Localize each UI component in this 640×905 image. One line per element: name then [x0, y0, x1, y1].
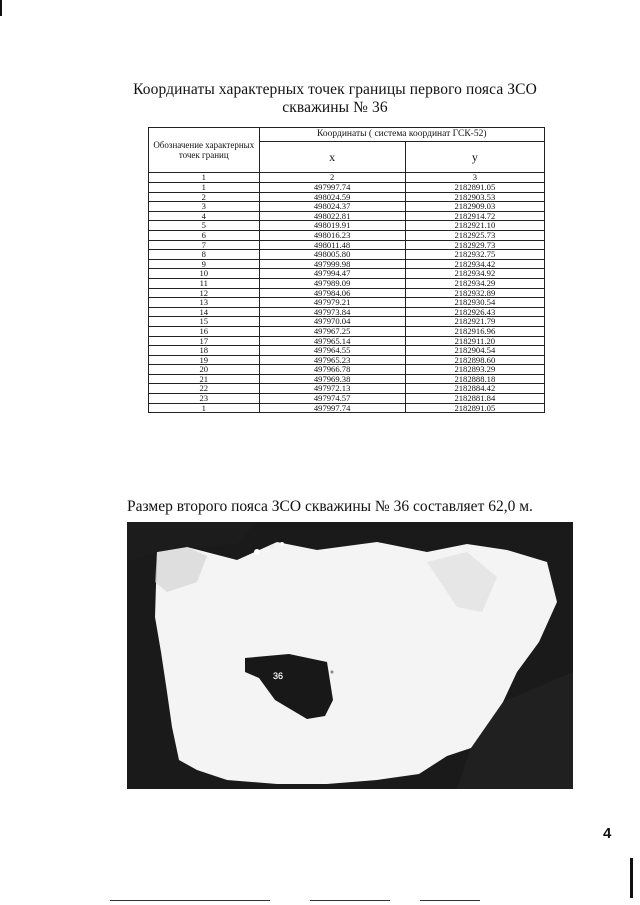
point-id-cell: 5 [149, 221, 260, 231]
x-coordinate-cell: 497964.55 [259, 346, 405, 356]
page-number: 4 [603, 825, 612, 842]
x-coordinate-cell: 498019.91 [259, 221, 405, 231]
column-number: 1 [149, 173, 260, 183]
coordinates-table [148, 127, 545, 413]
y-coordinate-cell: 2182925.73 [405, 230, 544, 240]
point-id-cell: 13 [149, 298, 260, 308]
x-coordinate-cell: 497979.21 [259, 298, 405, 308]
point-id-cell: 20 [149, 365, 260, 375]
y-coordinate-cell: 2182929.73 [405, 240, 544, 250]
scan-bottom-rule [310, 900, 390, 901]
point-id-cell: 6 [149, 230, 260, 240]
x-coordinate-cell: 498005.80 [259, 250, 405, 260]
aerial-photo [127, 522, 573, 789]
y-coordinate-cell: 2182888.18 [405, 374, 544, 384]
x-coordinate-cell: 497974.57 [259, 394, 405, 404]
x-coordinate-cell: 497989.09 [259, 278, 405, 288]
point-id-cell: 8 [149, 250, 260, 260]
point-id-cell: 1 [149, 183, 260, 193]
y-column-header: y [405, 142, 544, 173]
x-coordinate-cell: 497994.47 [259, 269, 405, 279]
y-coordinate-cell: 2182932.75 [405, 250, 544, 260]
x-coordinate-cell: 497984.06 [259, 288, 405, 298]
y-coordinate-cell: 2182932.89 [405, 288, 544, 298]
x-coordinate-cell: 497967.25 [259, 326, 405, 336]
y-coordinate-cell: 2182893.29 [405, 365, 544, 375]
y-coordinate-cell: 2182891.05 [405, 183, 544, 193]
point-id-cell: 3 [149, 202, 260, 212]
table-row [149, 278, 545, 288]
scan-edge-mark [0, 0, 2, 16]
y-coordinate-cell: 2182914.72 [405, 211, 544, 221]
scan-edge-mark [630, 858, 633, 898]
point-id-cell: 15 [149, 317, 260, 327]
y-coordinate-cell: 2182930.54 [405, 298, 544, 308]
point-id-cell: 14 [149, 307, 260, 317]
photo-spot [280, 542, 284, 546]
point-id-cell: 18 [149, 346, 260, 356]
point-id-cell: 23 [149, 394, 260, 404]
table-row [149, 269, 545, 279]
table-row [149, 298, 545, 308]
point-id-cell: 11 [149, 278, 260, 288]
photo-spot [270, 545, 275, 550]
table-row [149, 365, 545, 375]
point-id-cell: 2 [149, 192, 260, 202]
photo-spot [254, 549, 260, 555]
photo-spot [331, 671, 334, 674]
table-row [149, 250, 545, 260]
x-coordinate-cell: 497970.04 [259, 317, 405, 327]
x-coordinate-cell: 498024.37 [259, 202, 405, 212]
y-coordinate-cell: 2182904.54 [405, 346, 544, 356]
table-row [149, 346, 545, 356]
x-coordinate-cell: 497965.23 [259, 355, 405, 365]
y-coordinate-cell: 2182934.29 [405, 278, 544, 288]
point-id-cell: 10 [149, 269, 260, 279]
document-title-line1: Координаты характерных точек границы первого пояса ЗСО [133, 81, 537, 98]
x-coordinate-cell: 498022.81 [259, 211, 405, 221]
point-id-cell: 17 [149, 336, 260, 346]
x-coordinate-cell: 497965.14 [259, 336, 405, 346]
x-coordinate-cell: 497997.74 [259, 403, 405, 413]
document-title-line2: скважины № 36 [282, 99, 388, 116]
y-coordinate-cell: 2182909.03 [405, 202, 544, 212]
y-coordinate-cell: 2182884.42 [405, 384, 544, 394]
y-coordinate-cell: 2182898.60 [405, 355, 544, 365]
x-column-header: x [259, 142, 405, 173]
point-id-cell: 4 [149, 211, 260, 221]
x-coordinate-cell: 497972.13 [259, 384, 405, 394]
point-id-cell: 7 [149, 240, 260, 250]
scan-bottom-rule [110, 900, 270, 901]
y-coordinate-cell: 2182921.79 [405, 317, 544, 327]
table-row [149, 394, 545, 404]
point-id-cell: 19 [149, 355, 260, 365]
x-coordinate-cell: 497966.78 [259, 365, 405, 375]
point-label-header: Обозначение характерных точек границ [149, 128, 260, 173]
y-coordinate-cell: 2182881.84 [405, 394, 544, 404]
table-row [149, 230, 545, 240]
coordinate-system-header: Координаты ( система координат ГСК-52) [259, 128, 544, 142]
y-coordinate-cell: 2182916.96 [405, 326, 544, 336]
point-id-cell: 9 [149, 259, 260, 269]
coordinates-table-body [149, 183, 545, 413]
table-row [149, 183, 545, 193]
aerial-photo-graphic [127, 522, 573, 789]
y-coordinate-cell: 2182891.05 [405, 403, 544, 413]
x-coordinate-cell: 498011.48 [259, 240, 405, 250]
well-label: 36 [273, 671, 284, 681]
y-coordinate-cell: 2182911.20 [405, 336, 544, 346]
x-coordinate-cell: 498024.59 [259, 192, 405, 202]
x-coordinate-cell: 497997.74 [259, 183, 405, 193]
y-coordinate-cell: 2182934.42 [405, 259, 544, 269]
point-id-cell: 21 [149, 374, 260, 384]
second-zone-size-text: Размер второго пояса ЗСО скважины № 36 составляет 62,0 м. [127, 498, 533, 515]
point-id-cell: 1 [149, 403, 260, 413]
y-coordinate-cell: 2182934.92 [405, 269, 544, 279]
column-number: 2 [259, 173, 405, 183]
scan-bottom-rule [420, 900, 480, 901]
point-id-cell: 12 [149, 288, 260, 298]
x-coordinate-cell: 498016.23 [259, 230, 405, 240]
y-coordinate-cell: 2182921.10 [405, 221, 544, 231]
x-coordinate-cell: 497999.98 [259, 259, 405, 269]
table-row [149, 317, 545, 327]
column-number: 3 [405, 173, 544, 183]
x-coordinate-cell: 497973.84 [259, 307, 405, 317]
y-coordinate-cell: 2182926.43 [405, 307, 544, 317]
y-coordinate-cell: 2182903.53 [405, 192, 544, 202]
point-id-cell: 16 [149, 326, 260, 336]
table-row [149, 202, 545, 212]
x-coordinate-cell: 497969.38 [259, 374, 405, 384]
table-row [149, 326, 545, 336]
point-id-cell: 22 [149, 384, 260, 394]
table-row [149, 403, 545, 413]
